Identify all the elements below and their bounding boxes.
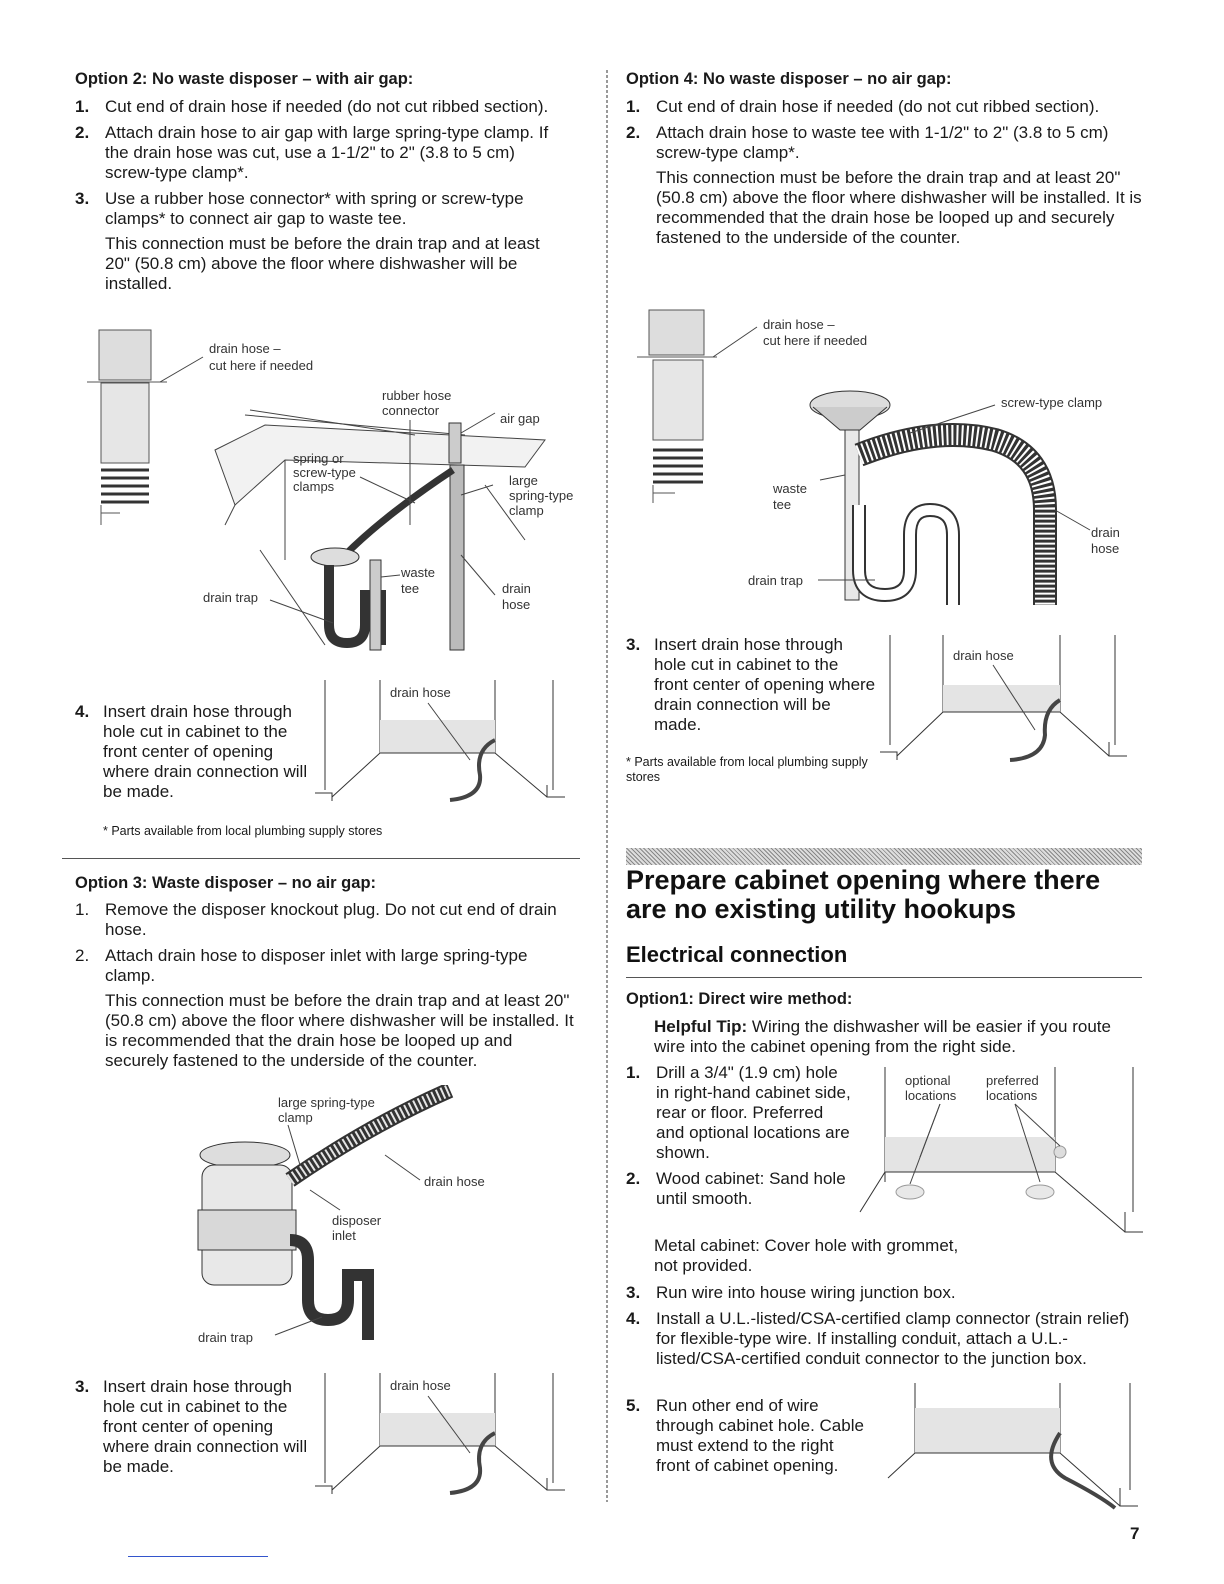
diagram-label: locations xyxy=(905,1088,957,1103)
option4-step3: 3. Insert drain hose through hole cut in cabinet to the front center of opening where drain connection will be made. xyxy=(626,635,876,734)
diagram-label: screw-type xyxy=(293,465,356,480)
helpful-tip: Helpful Tip: Wiring the dishwasher will be easier if you route wire into the cabinet opening from the right side. xyxy=(654,1017,1111,1056)
metal-cabinet-note: Metal cabinet: Cover hole with grommet, not provided. xyxy=(654,1236,959,1275)
option1-heading: Option1: Direct wire method: xyxy=(626,990,853,1008)
diagram-label: waste xyxy=(401,565,435,580)
list-item: 2. Attach drain hose to disposer inlet with large spring-type clamp. This connection must be before the drain trap and at least 20" (50.8 cm) above the floor where dishwasher will be installed. It is recommended that the drain hose be looped up and securely fastened to the underside of the counter. xyxy=(75,946,574,1070)
list-item: 2. Wood cabinet: Sand hole until smooth. xyxy=(626,1169,846,1208)
electrical-steps-a xyxy=(626,1063,851,1215)
diagram-label: drain hose – xyxy=(763,317,835,332)
list-item: 1. Cut end of drain hose if needed (do not cut ribbed section). xyxy=(626,97,1100,116)
diagram-label: drain xyxy=(502,581,531,596)
electrical-steps-b xyxy=(626,1283,1141,1375)
footer-mark xyxy=(128,1556,268,1557)
diagram-label: cut here if needed xyxy=(763,333,868,348)
diagram-label: drain hose xyxy=(953,648,1014,663)
diagram-label: screw-type clamp xyxy=(1001,395,1103,410)
option2-heading: Option 2: No waste disposer – with air gap: xyxy=(75,70,414,88)
option4-steps xyxy=(626,97,1146,254)
list-item: 2. Attach drain hose to waste tee with 1-1/2" to 2" (3.8 to 5 cm) screw-type clamp*. This connection must be before the drain trap and at least 20" (50.8 cm) above the floor where dishwasher will be installed. It is recommended that the drain hose be looped up and securely fastened to the underside of the counter. xyxy=(626,123,1142,247)
option2-steps xyxy=(75,97,560,300)
cabinet-diagram-option2 xyxy=(310,675,570,810)
diagram-label: connector xyxy=(382,403,440,418)
diagram-label: drain hose xyxy=(390,685,451,700)
diagram-label: spring-type xyxy=(509,488,574,503)
cabinet-diagram-option3 xyxy=(310,1368,570,1503)
diagram-label: clamps xyxy=(293,479,335,494)
diagram-label: tee xyxy=(401,581,420,596)
wire-locations-diagram xyxy=(855,1062,1145,1242)
list-item: 3. Run wire into house wiring junction box. xyxy=(626,1283,956,1302)
divider xyxy=(626,977,1142,978)
diagram-label: tee xyxy=(773,497,792,512)
diagram-label: drain xyxy=(1091,525,1120,540)
diagram-label: disposer xyxy=(332,1213,382,1228)
list-item: 1. Drill a 3/4" (1.9 cm) hole in right-hand cabinet side, rear or floor. Preferred and optional locations are shown. xyxy=(626,1063,851,1162)
cabinet-diagram-option4 xyxy=(875,630,1135,770)
list-item: 2. Attach drain hose to air gap with large spring-type clamp. If the drain hose was cut, use a 1-1/2" to 2" (3.8 to 5 cm) screw-type clamp*. xyxy=(75,123,549,182)
diagram-label: locations xyxy=(986,1088,1038,1103)
diagram-label: air gap xyxy=(500,411,540,426)
cable-routing-diagram xyxy=(880,1378,1145,1518)
divider xyxy=(62,858,580,859)
diagram-label: drain hose xyxy=(424,1174,485,1189)
section-banner xyxy=(626,848,1142,865)
air-gap-diagram xyxy=(85,325,585,655)
drain-hose-sample-icon xyxy=(637,310,717,503)
diagram-label: inlet xyxy=(332,1228,356,1243)
option2-footnote: * Parts available from local plumbing supply stores xyxy=(103,824,383,838)
diagram-label: clamp xyxy=(278,1110,313,1125)
option2-step4: 4. Insert drain hose through hole cut in cabinet to the front center of opening where drain connection will be made. xyxy=(75,702,308,801)
diagram-label: cut here if needed xyxy=(209,358,314,373)
diagram-label: rubber hose xyxy=(382,388,452,403)
option3-heading: Option 3: Waste disposer – no air gap: xyxy=(75,874,377,892)
diagram-label: large spring-type xyxy=(278,1095,375,1110)
list-item: 5. Run other end of wire through cabinet hole. Cable must extend to the right front of cabinet opening. xyxy=(626,1396,864,1475)
option3-step3: 3. Insert drain hose through hole cut in cabinet to the front center of opening where drain connection will be made. xyxy=(75,1377,308,1476)
diagram-label: drain trap xyxy=(203,590,258,605)
diagram-label: optional xyxy=(905,1073,951,1088)
subsection-title: Electrical connection xyxy=(626,942,848,967)
diagram-label: hose xyxy=(1091,541,1120,556)
list-item: 1. Cut end of drain hose if needed (do not cut ribbed section). xyxy=(75,97,549,116)
diagram-label: drain hose xyxy=(390,1378,451,1393)
electrical-steps-c xyxy=(626,1396,871,1482)
list-item: 1. Remove the disposer knockout plug. Do not cut end of drain hose. xyxy=(75,900,557,939)
option4-footnote: * Parts available from local plumbing supply stores xyxy=(626,755,868,784)
diagram-label: drain trap xyxy=(748,573,803,588)
waste-tee-diagram xyxy=(635,305,1135,615)
list-item: 3. Use a rubber hose connector* with spring or screw-type clamps* to connect air gap to waste tee. This connection must be before the drain trap and at least 20" (50.8 cm) above the floor where dishwasher will be installed. xyxy=(75,189,540,293)
diagram-label: spring or xyxy=(293,451,344,466)
page-number: 7 xyxy=(1130,1524,1140,1543)
list-item: 4. Install a U.L.-listed/CSA-certified clamp connector (strain relief) for flexible-type wire. If installing conduit, attach a U.L.-listed/CSA-certified conduit connector to the junction box. xyxy=(626,1309,1130,1368)
option3-steps xyxy=(75,900,575,1077)
diagram-label: drain hose – xyxy=(209,341,281,356)
disposer-diagram xyxy=(190,1085,510,1350)
diagram-label: waste xyxy=(773,481,807,496)
section-title: Prepare cabinet opening where there are no existing utility hookups xyxy=(626,865,1101,924)
diagram-label: clamp xyxy=(509,503,544,518)
column-divider xyxy=(606,70,608,1502)
diagram-label: large xyxy=(509,473,538,488)
diagram-label: drain trap xyxy=(198,1330,253,1345)
diagram-label: hose xyxy=(502,597,531,612)
diagram-label: preferred xyxy=(986,1073,1039,1088)
drain-hose-sample-icon xyxy=(87,330,167,525)
option4-heading: Option 4: No waste disposer – no air gap: xyxy=(626,70,952,88)
